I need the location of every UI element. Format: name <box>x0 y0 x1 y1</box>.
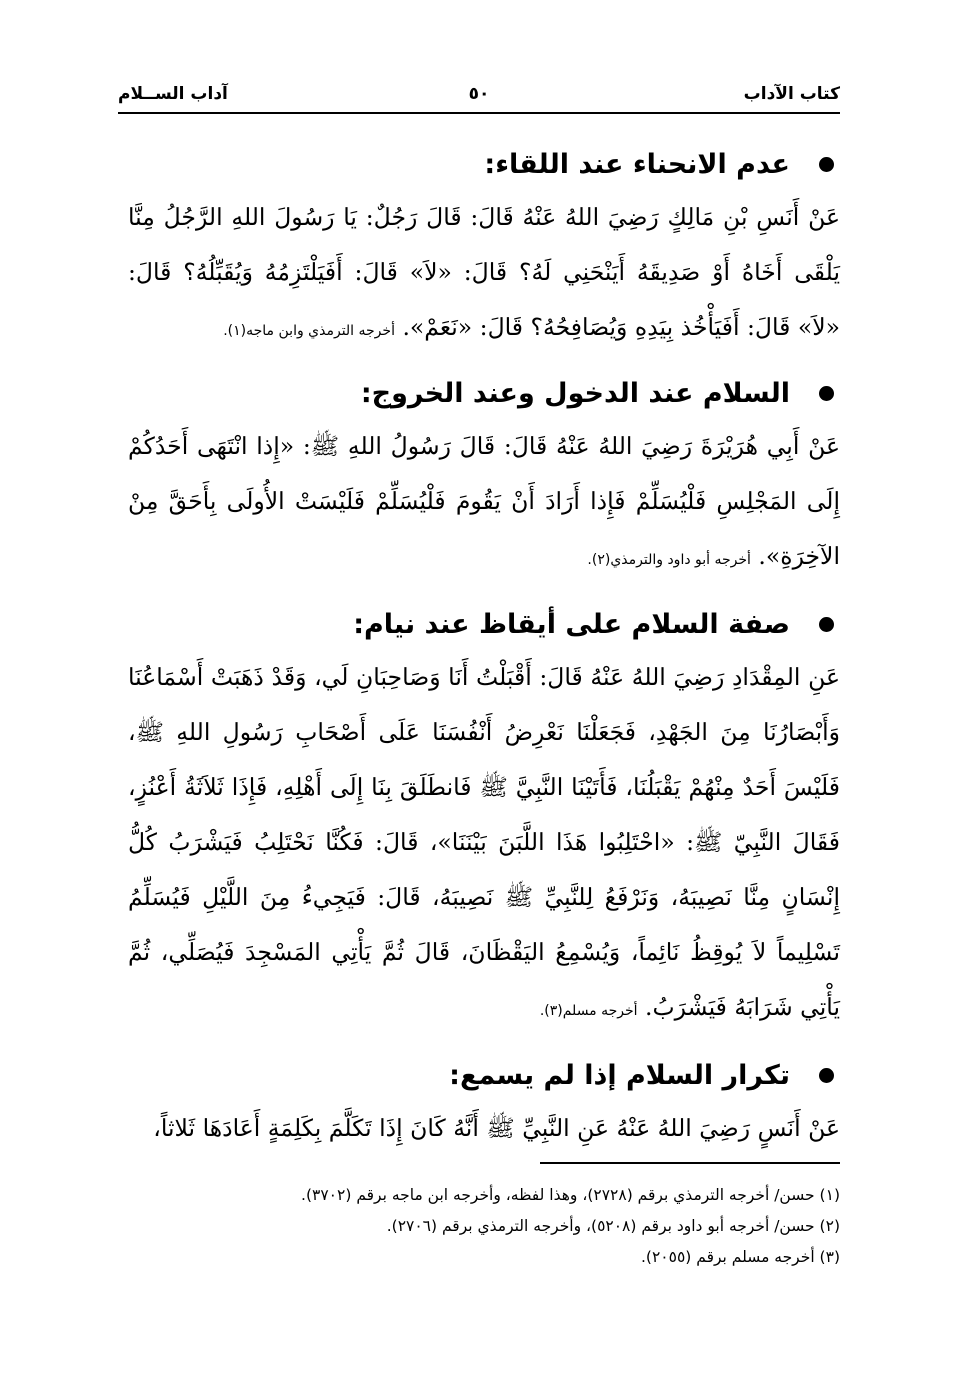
section-heading <box>128 600 840 650</box>
section-greeting-sleepers <box>128 600 840 1039</box>
hadith-source: أخرجه الترمذي وابن ماجه(١). <box>223 323 395 339</box>
section-heading <box>128 1051 840 1101</box>
bullet-icon <box>819 157 834 172</box>
hadith-source: أخرجه أبو داود والترمذي(٢). <box>587 552 751 568</box>
footnote-2: (٢) حسن/ أخرجه أبو داود برقم (٥٢٠٨)، وأخرجه الترمذي برقم (٢٧٠٦). <box>386 1217 840 1235</box>
hadith-source: أخرجه مسلم(٣). <box>539 1003 638 1019</box>
main-text <box>128 140 840 1156</box>
section-no-bowing <box>128 140 840 359</box>
footnote-3: (٣) أخرجه مسلم برقم (٢٠٥٥). <box>641 1248 840 1266</box>
footnote-1: (١) حسن/ أخرجه الترمذي برقم (٢٧٢٨)، وهذا لفظه، وأخرجه ابن ماجه برقم (٣٧٠٢). <box>301 1186 840 1204</box>
header-divider <box>118 112 840 114</box>
chapter-title: آداب الســلام <box>118 84 228 104</box>
hadith-text <box>128 650 840 1039</box>
bullet-icon <box>819 617 834 632</box>
page-number: ٥٠ <box>468 84 490 104</box>
section-heading-text: صفة السلام على أيقاظ عند نيام: <box>353 609 790 640</box>
hadith-body: عَنْ أَنَسٍ رَضِيَ اللهُ عَنْهُ عَنِ النَّبِيِّ ﷺ أَنَّهُ كَانَ إِذَا تَكَلَّمَ بِكَلِمَةٍ أَعَادَهَا ثَلاثاً، <box>153 1114 840 1142</box>
hadith-text <box>128 419 840 588</box>
book-title: كتاب الآداب <box>743 84 840 104</box>
footnote-divider <box>540 1162 840 1164</box>
bullet-icon <box>819 1068 834 1083</box>
section-heading-text: تكرار السلام إذا لم يسمع: <box>449 1060 790 1091</box>
bullet-icon <box>819 386 834 401</box>
footnotes <box>118 1180 840 1273</box>
section-repeat-greeting <box>128 1051 840 1156</box>
hadith-body: عَنِ المِقْدَادِ رَضِيَ اللهُ عَنْهُ قَالَ: أَقْبَلْتُ أَنَا وَصَاحِبَانِ لَي، وَقَدْ ذَهَبَتْ أَسْمَاعُنَا وَأَبْصَارُنَا مِنَ الجَهْدِ، فَجَعَلْنَا نَعْرِضُ أَنْفُسَنَا عَلَى أَصْحَابِ رَسُولِ اللهِ ﷺ، فَلَيْسَ أَحَدٌ مِنْهُمْ يَقْبَلُنَا، فَأَتَيْنَا النَّبِيَّ ﷺ فَانطَلَقَ بِنَا إِلَى أَهْلِهِ، فَإِذَا ثَلاَثَةُ أَعْنُزٍ، فَقَالَ النَّبِيّ ﷺ: «احْتَلِبُوا هَذَا اللَّبَنَ بَيْنَنَا»، قَالَ: فَكُنَّا نَحْتَلِبُ فَيَشْرَبُ كُلُّ إِنْسَانٍ مِنَّا نَصِيبَهُ، وَنَرْفَعُ لِلنَّبِيِّ ﷺ نَصِيبَهُ، قَالَ: فَيَجِيءُ مِنَ اللَّيْلِ فَيُسَلِّمُ تَسْلِيماً لاَ يُوقِظُ نَائِماً، وَيُسْمِعُ اليَقْظَانَ، قَالَ ثُمَّ يَأْتِي المَسْجِدَ فَيُصَلِّي، ثُمَّ يَأْتِي شَرَابَهُ فَيَشْرَبُ. <box>128 663 840 1021</box>
section-heading-text: السلام عند الدخول وعند الخروج: <box>360 378 790 409</box>
hadith-text <box>128 190 840 359</box>
hadith-text <box>128 1101 840 1156</box>
hadith-body: عَنْ أَنَسِ بْنِ مَالِكٍ رَضِيَ اللهُ عَنْهُ قَالَ: قَالَ رَجُلٌ: يَا رَسُولَ اللهِ الرَّجُلُ مِنَّا يَلْقَى أَخَاهُ أَوْ صَدِيقَهُ أَيَنْحَنِي لَهُ؟ قَالَ: «لاَ» قَالَ: أَفَيَلْتَزِمُهُ وَيُقَبِّلُهُ؟ قَالَ: «لاَ» قَالَ: أَفَيَأْخُذ بِيَدِهِ وَيُصَافِحُهُ؟ قَالَ: «نَعَمْ». <box>128 203 840 341</box>
section-heading <box>128 140 840 190</box>
section-heading <box>128 369 840 419</box>
running-header <box>118 80 840 112</box>
section-heading-text: عدم الانحناء عند اللقاء: <box>484 149 790 180</box>
section-greeting-enter-exit <box>128 369 840 588</box>
hadith-body: عَنْ أَبِي هُرَيْرَةَ رَضِيَ اللهُ عَنْهُ قَالَ: قَالَ رَسُولُ اللهِ ﷺ: «إِذا انْتَهَى أَحَدُكُمْ إِلَى المَجْلِسِ فَلْيُسَلِّمْ فَإِذا أَرَادَ أَنْ يَقُومَ فَلْيُسَلِّمْ فَلَيْسَتْ الأُولَى بِأَحَقَّ مِنْ الآخِرَةِ». <box>128 432 840 570</box>
